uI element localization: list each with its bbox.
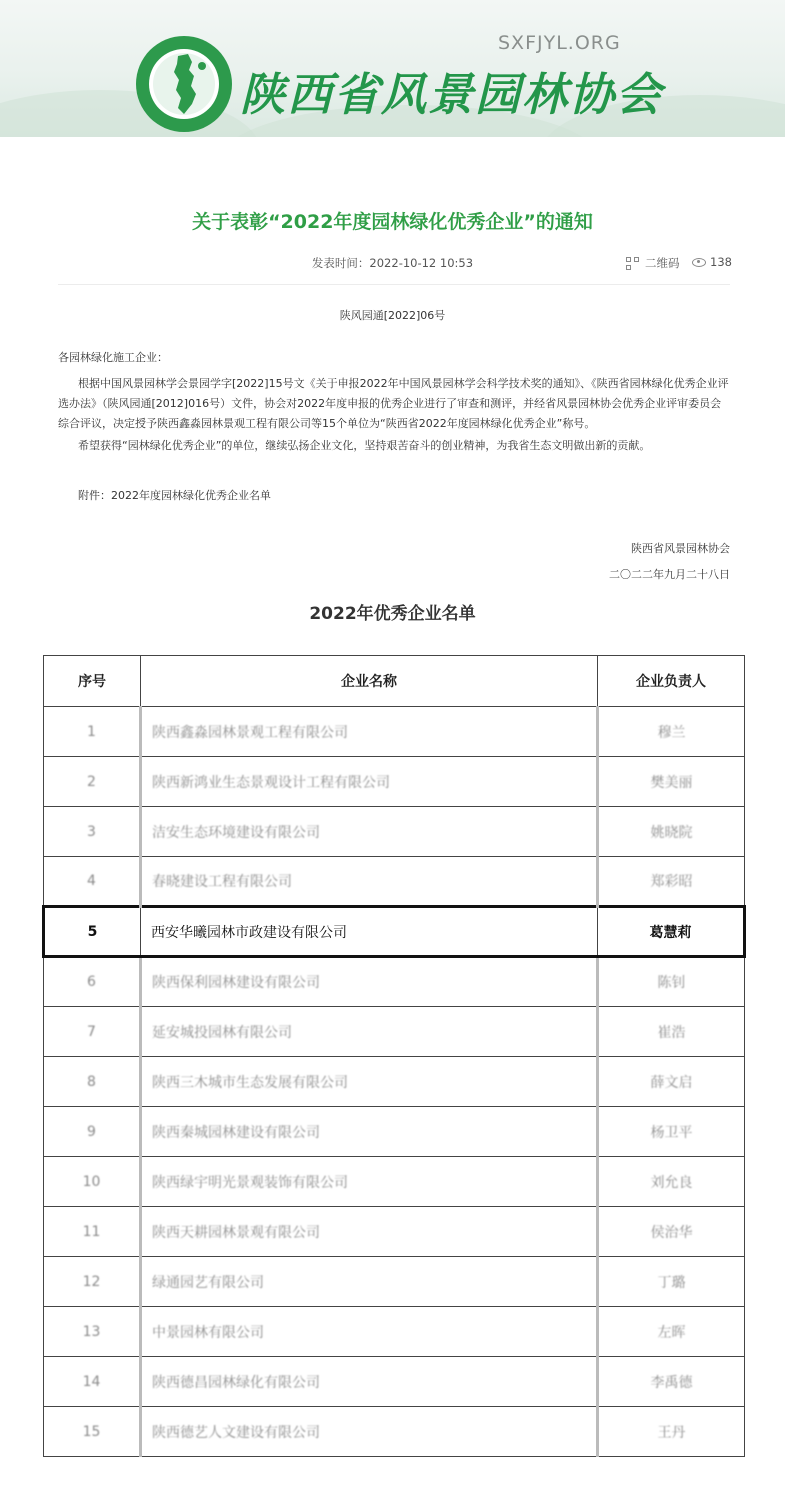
company-name: 陕西德艺人文建设有限公司 [141, 1407, 598, 1457]
header-divider [58, 284, 730, 285]
responsible-person: 樊美丽 [598, 757, 745, 807]
row-number: 14 [44, 1357, 141, 1407]
eye-icon [692, 258, 706, 267]
row-number: 7 [44, 1007, 141, 1057]
company-name: 绿通园艺有限公司 [141, 1257, 598, 1307]
header-banner [0, 0, 785, 137]
responsible-person: 姚晓院 [598, 807, 745, 857]
qr-code-button[interactable] [626, 255, 680, 271]
company-name: 中景园林有限公司 [141, 1307, 598, 1357]
table-row [44, 1157, 745, 1207]
attachment-line[interactable]: 附件：2022年度园林绿化优秀企业名单 [78, 489, 271, 502]
responsible-person: 葛慧莉 [598, 907, 745, 957]
salutation: 各园林绿化施工企业： [58, 351, 168, 364]
company-name: 陕西保利园林建设有限公司 [141, 957, 598, 1007]
company-name: 陕西新鸿业生态景观设计工程有限公司 [141, 757, 598, 807]
row-number: 12 [44, 1257, 141, 1307]
table-row [44, 1407, 745, 1457]
company-name: 陕西鑫淼园林景观工程有限公司 [141, 707, 598, 757]
company-name: 陕西秦城园林建设有限公司 [141, 1107, 598, 1157]
company-name: 西安华曦园林市政建设有限公司 [141, 907, 598, 957]
column-header-number: 序号 [44, 656, 141, 707]
responsible-person: 崔浩 [598, 1007, 745, 1057]
responsible-person: 薛文启 [598, 1057, 745, 1107]
row-number: 10 [44, 1157, 141, 1207]
table-row [44, 1007, 745, 1057]
table-row [44, 907, 745, 957]
view-count [692, 255, 732, 269]
company-name: 陕西三木城市生态发展有限公司 [141, 1057, 598, 1107]
company-name: 陕西天耕园林景观有限公司 [141, 1207, 598, 1257]
qr-code-icon [626, 257, 639, 270]
signature-date: 二〇二二年九月二十八日 [609, 568, 730, 581]
responsible-person: 杨卫平 [598, 1107, 745, 1157]
table-row [44, 957, 745, 1007]
row-number: 8 [44, 1057, 141, 1107]
table-row [44, 707, 745, 757]
qr-code-label: 二维码 [645, 256, 680, 270]
company-name: 延安城投园林有限公司 [141, 1007, 598, 1057]
responsible-person: 李禹德 [598, 1357, 745, 1407]
table-row [44, 857, 745, 907]
table-row [44, 1307, 745, 1357]
body-paragraph-2: 希望获得“园林绿化优秀企业”的单位，继续弘扬企业文化，坚持艰苦奋斗的创业精神，为我省生态文明做出新的贡献。 [78, 439, 651, 452]
row-number: 6 [44, 957, 141, 1007]
publish-time: 发表时间：2022-10-12 10:53 [311, 256, 474, 270]
list-title: 2022年优秀企业名单 [309, 604, 476, 624]
row-number: 9 [44, 1107, 141, 1157]
company-name: 洁安生态环境建设有限公司 [141, 807, 598, 857]
column-header-name: 企业名称 [141, 656, 598, 707]
body-paragraph-1: 根据中国风景园林学会景园学字[2022]15号文《关于申报2022年中国风景园林学会科学技术奖的通知》、《陕西省园林绿化优秀企业评选办法》（陕风园通[2012]016号）文件，协会对2022年度申报的优秀企业进行了审查和测评，并经省风景园林协会优秀企业评审委员会综合评议，决定授予陕西鑫淼园林景观工程有限公司等15个单位为“陕西省2022年度园林绿化优秀企业”称号。 [58, 377, 729, 430]
table-row [44, 1357, 745, 1407]
view-count-value: 138 [710, 255, 732, 269]
row-number: 2 [44, 757, 141, 807]
responsible-person: 左晖 [598, 1307, 745, 1357]
table-header-row [44, 656, 745, 707]
table-row [44, 1057, 745, 1107]
table-row [44, 1257, 745, 1307]
table-row [44, 1207, 745, 1257]
row-number: 1 [44, 707, 141, 757]
company-name: 春晓建设工程有限公司 [141, 857, 598, 907]
row-number: 4 [44, 857, 141, 907]
table-body [44, 707, 745, 1457]
table-row [44, 757, 745, 807]
responsible-person: 陈钊 [598, 957, 745, 1007]
row-number: 13 [44, 1307, 141, 1357]
document-number: 陕风园通[2022]06号 [339, 309, 446, 322]
table-row [44, 807, 745, 857]
row-number: 5 [44, 907, 141, 957]
responsible-person: 丁璐 [598, 1257, 745, 1307]
row-number: 3 [44, 807, 141, 857]
site-name-logotype[interactable]: 陕西省风景园林协会 [240, 68, 664, 121]
row-number: 11 [44, 1207, 141, 1257]
signature-organization: 陕西省风景园林协会 [631, 542, 730, 555]
table-row [44, 1107, 745, 1157]
article-title: 关于表彰“2022年度园林绿化优秀企业”的通知 [192, 211, 593, 233]
responsible-person: 刘允良 [598, 1157, 745, 1207]
company-name: 陕西德昌园林绿化有限公司 [141, 1357, 598, 1407]
enterprise-table [42, 655, 746, 1457]
responsible-person: 侯治华 [598, 1207, 745, 1257]
row-number: 15 [44, 1407, 141, 1457]
responsible-person: 郑彩昭 [598, 857, 745, 907]
responsible-person: 王丹 [598, 1407, 745, 1457]
responsible-person: 穆兰 [598, 707, 745, 757]
association-logo-icon[interactable] [134, 34, 234, 134]
column-header-person: 企业负责人 [598, 656, 745, 707]
company-name: 陕西绿宇明光景观装饰有限公司 [141, 1157, 598, 1207]
site-url[interactable]: SXFJYL.ORG [498, 32, 621, 54]
